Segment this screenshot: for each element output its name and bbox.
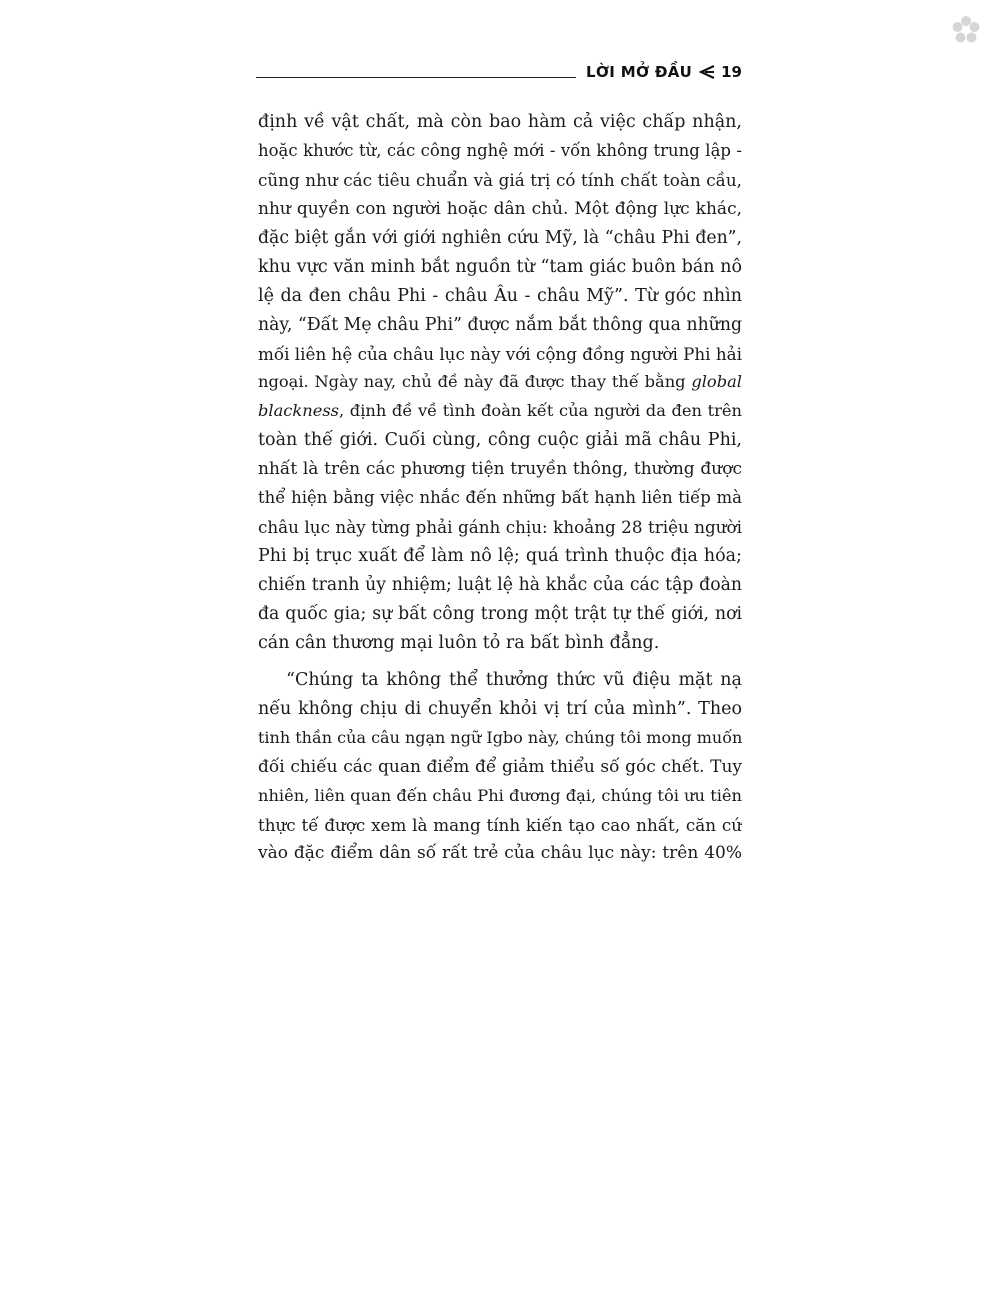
text-line: thực tế được xem là mang tính kiến tạo cao nhất, căn cứ xyxy=(258,814,742,835)
text-line: này, “Đất Mẹ châu Phi” được nắm bắt thông qua những xyxy=(258,314,742,335)
text-line: đối chiếu các quan điểm để giảm thiểu số góc chết. Tuy xyxy=(258,756,742,777)
page-number: 19 xyxy=(721,63,742,81)
text-line: định về vật chất, mà còn bao hàm cả việc chấp nhận, xyxy=(258,112,742,132)
paragraph-gap xyxy=(258,658,742,666)
chapter-title: LỜI MỞ ĐẦU xyxy=(586,63,693,81)
header-rule xyxy=(256,77,576,78)
text-segment: , định đề về tình đoàn kết của người da đen trên xyxy=(339,401,742,421)
text-line: như quyền con người hoặc dân chủ. Một động lực khác, xyxy=(258,198,742,219)
text-line: cán cân thương mại luôn tỏ ra bất bình đẳng. xyxy=(258,632,660,653)
text-line: Phi bị trục xuất để làm nô lệ; quá trình thuộc địa hóa; xyxy=(258,546,742,567)
text-line: hoặc khước từ, các công nghệ mới - vốn không trung lập - xyxy=(258,140,742,160)
text-line xyxy=(258,397,742,426)
text-line: thể hiện bằng việc nhắc đến những bất hạnh liên tiếp mà xyxy=(258,488,742,508)
arrow-left-icon xyxy=(699,65,715,79)
text-segment: ngoại. Ngày nay, chủ đề này đã được thay thế bằng xyxy=(258,372,692,392)
text-line: đa quốc gia; sự bất công trong một trật tự thế giới, nơi xyxy=(258,603,742,624)
paragraph-1 xyxy=(258,108,742,658)
text-line: nếu không chịu di chuyển khỏi vị trí của mình”. Theo xyxy=(258,698,742,719)
text-line: nhiên, liên quan đến châu Phi đương đại, chúng tôi ưu tiên xyxy=(258,785,742,805)
italic-term: global xyxy=(691,372,742,392)
text-line: tinh thần của câu ngạn ngữ Igbo này, chúng tôi mong muốn xyxy=(258,727,742,747)
italic-term: blackness xyxy=(258,401,339,421)
body-text xyxy=(258,108,742,868)
text-line: toàn thế giới. Cuối cùng, công cuộc giải mã châu Phi, xyxy=(258,430,742,451)
text-line: nhất là trên các phương tiện truyền thông, thường được xyxy=(258,459,742,480)
text-line: vào đặc điểm dân số rất trẻ của châu lục này: trên 40% xyxy=(258,843,742,864)
text-line: cũng như các tiêu chuẩn và giá trị có tính chất toàn cầu, xyxy=(258,169,742,190)
text-line xyxy=(258,368,742,397)
text-line: chiến tranh ủy nhiệm; luật lệ hà khắc của các tập đoàn xyxy=(258,575,742,595)
flower-ornament-icon xyxy=(950,14,982,46)
running-head xyxy=(256,58,742,86)
text-line: châu lục này từng phải gánh chịu: khoảng 28 triệu người xyxy=(258,517,742,538)
text-line: “Chúng ta không thể thưởng thức vũ điệu mặt nạ xyxy=(286,669,742,690)
paragraph-2 xyxy=(258,666,742,869)
text-line: đặc biệt gắn với giới nghiên cứu Mỹ, là “châu Phi đen”, xyxy=(258,227,742,248)
text-line: lệ da đen châu Phi - châu Âu - châu Mỹ”. Từ góc nhìn xyxy=(258,285,742,306)
text-line: khu vực văn minh bắt nguồn từ “tam giác buôn bán nô xyxy=(258,256,742,277)
text-line: mối liên hệ của châu lục này với cộng đồng người Phi hải xyxy=(258,343,742,364)
